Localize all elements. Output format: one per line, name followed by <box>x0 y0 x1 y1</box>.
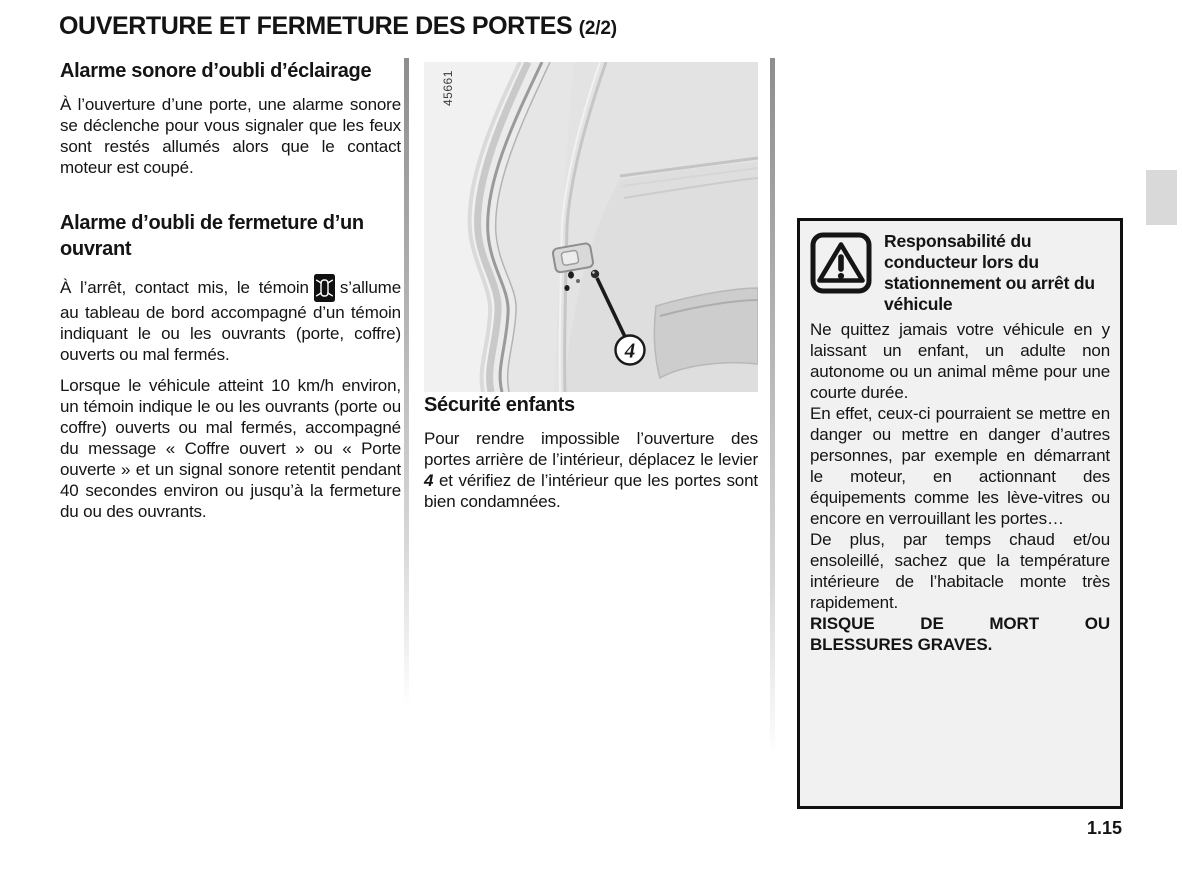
warning-heading: Responsabilité du conducteur lors du stationnement ou arrêt du véhicule <box>884 231 1095 314</box>
page-title-text: OUVERTURE ET FERMETURE DES PORTES <box>59 12 573 40</box>
warning-box <box>797 218 1123 809</box>
column-divider-right <box>770 58 775 758</box>
paragraph-child-safety <box>424 428 758 512</box>
paragraph-closing-alarm-2: Lorsque le véhicule atteint 10 km/h environ, un témoin indique le ou les ouvrants (porte ou coffre) ouverts ou mal fermés, accompagné du message « Coffre ouvert » ou « Porte ouverte » et un signal sonore retentit pendant 40 secondes environ ou jusqu’à la fermeture du ou des ouvrants. <box>60 376 401 521</box>
page-title-suffix: (2/2) <box>578 18 617 39</box>
paragraph-child-safety-after: et vérifiez de l’intérieur que les portes sont bien condamnées. <box>424 471 758 511</box>
figure-reference-number: 45661 <box>441 70 455 106</box>
lever-reference: 4 <box>424 471 434 490</box>
paragraph-light-alarm: À l’ouverture d’une porte, une alarme sonore se déclenche pour vous signaler que les feux sont restés allumés alors que le contact moteur est coupé. <box>60 95 401 177</box>
left-column <box>60 58 401 532</box>
callout-number: 4 <box>624 338 636 363</box>
paragraph-closing-alarm-1-before: À l’arrêt, contact mis, le témoin <box>60 278 309 297</box>
section-heading-light-alarm: Alarme sonore d’oubli d’éclairage <box>60 60 372 82</box>
door-illustration <box>424 62 758 392</box>
warning-paragraph-2: En effet, ceux-ci pourraient se mettre en danger ou mettre en danger d’autres personnes, par exemple en démarrant le moteur, en actionnant des équipements comme les lève-vitres ou encore en verrouillant les portes… <box>810 404 1110 528</box>
page-number: 1.15 <box>1086 818 1122 838</box>
warning-emphasis-line-2: BLESSURES GRAVES. <box>810 635 993 654</box>
section-heading-closing-alarm: Alarme d’oubli de fermeture d’un ouvrant <box>60 212 364 260</box>
section-closing-alarm <box>60 210 401 522</box>
paragraph-closing-alarm-1 <box>60 274 401 365</box>
warning-triangle-icon <box>810 232 872 294</box>
middle-column <box>424 62 758 522</box>
door-open-telltale-icon <box>314 274 335 302</box>
warning-paragraph-1: Ne quittez jamais votre véhicule en y laissant un enfant, un adulte non autonome ou un animal même pour une courte durée. <box>810 320 1110 402</box>
door-latch <box>552 243 594 273</box>
warning-emphasis-line-1: RISQUE DE MORT OU <box>810 614 1110 633</box>
paragraph-child-safety-before: Pour rendre impossible l’ouverture des portes arrière de l’intérieur, déplacez le levier <box>424 429 758 469</box>
page-title <box>59 12 617 41</box>
column-divider-left <box>404 58 409 708</box>
section-heading-child-safety: Sécurité enfants <box>424 394 575 416</box>
warning-paragraph-3: De plus, par temps chaud et/ou ensoleillé, sachez que la température intérieure de l’habitacle monte très rapidement. <box>810 530 1110 612</box>
warning-emphasis <box>810 613 1110 655</box>
door-illustration-svg <box>424 62 758 392</box>
section-tab-marker <box>1146 170 1177 225</box>
child-lock-lever <box>591 270 599 278</box>
paragraph-closing-alarm-1-after: s’allume au tableau de bord accompagné d’un témoin indiquant le ou les ouvrants (porte, coffre) ouverts ou mal fermés. <box>60 278 401 364</box>
